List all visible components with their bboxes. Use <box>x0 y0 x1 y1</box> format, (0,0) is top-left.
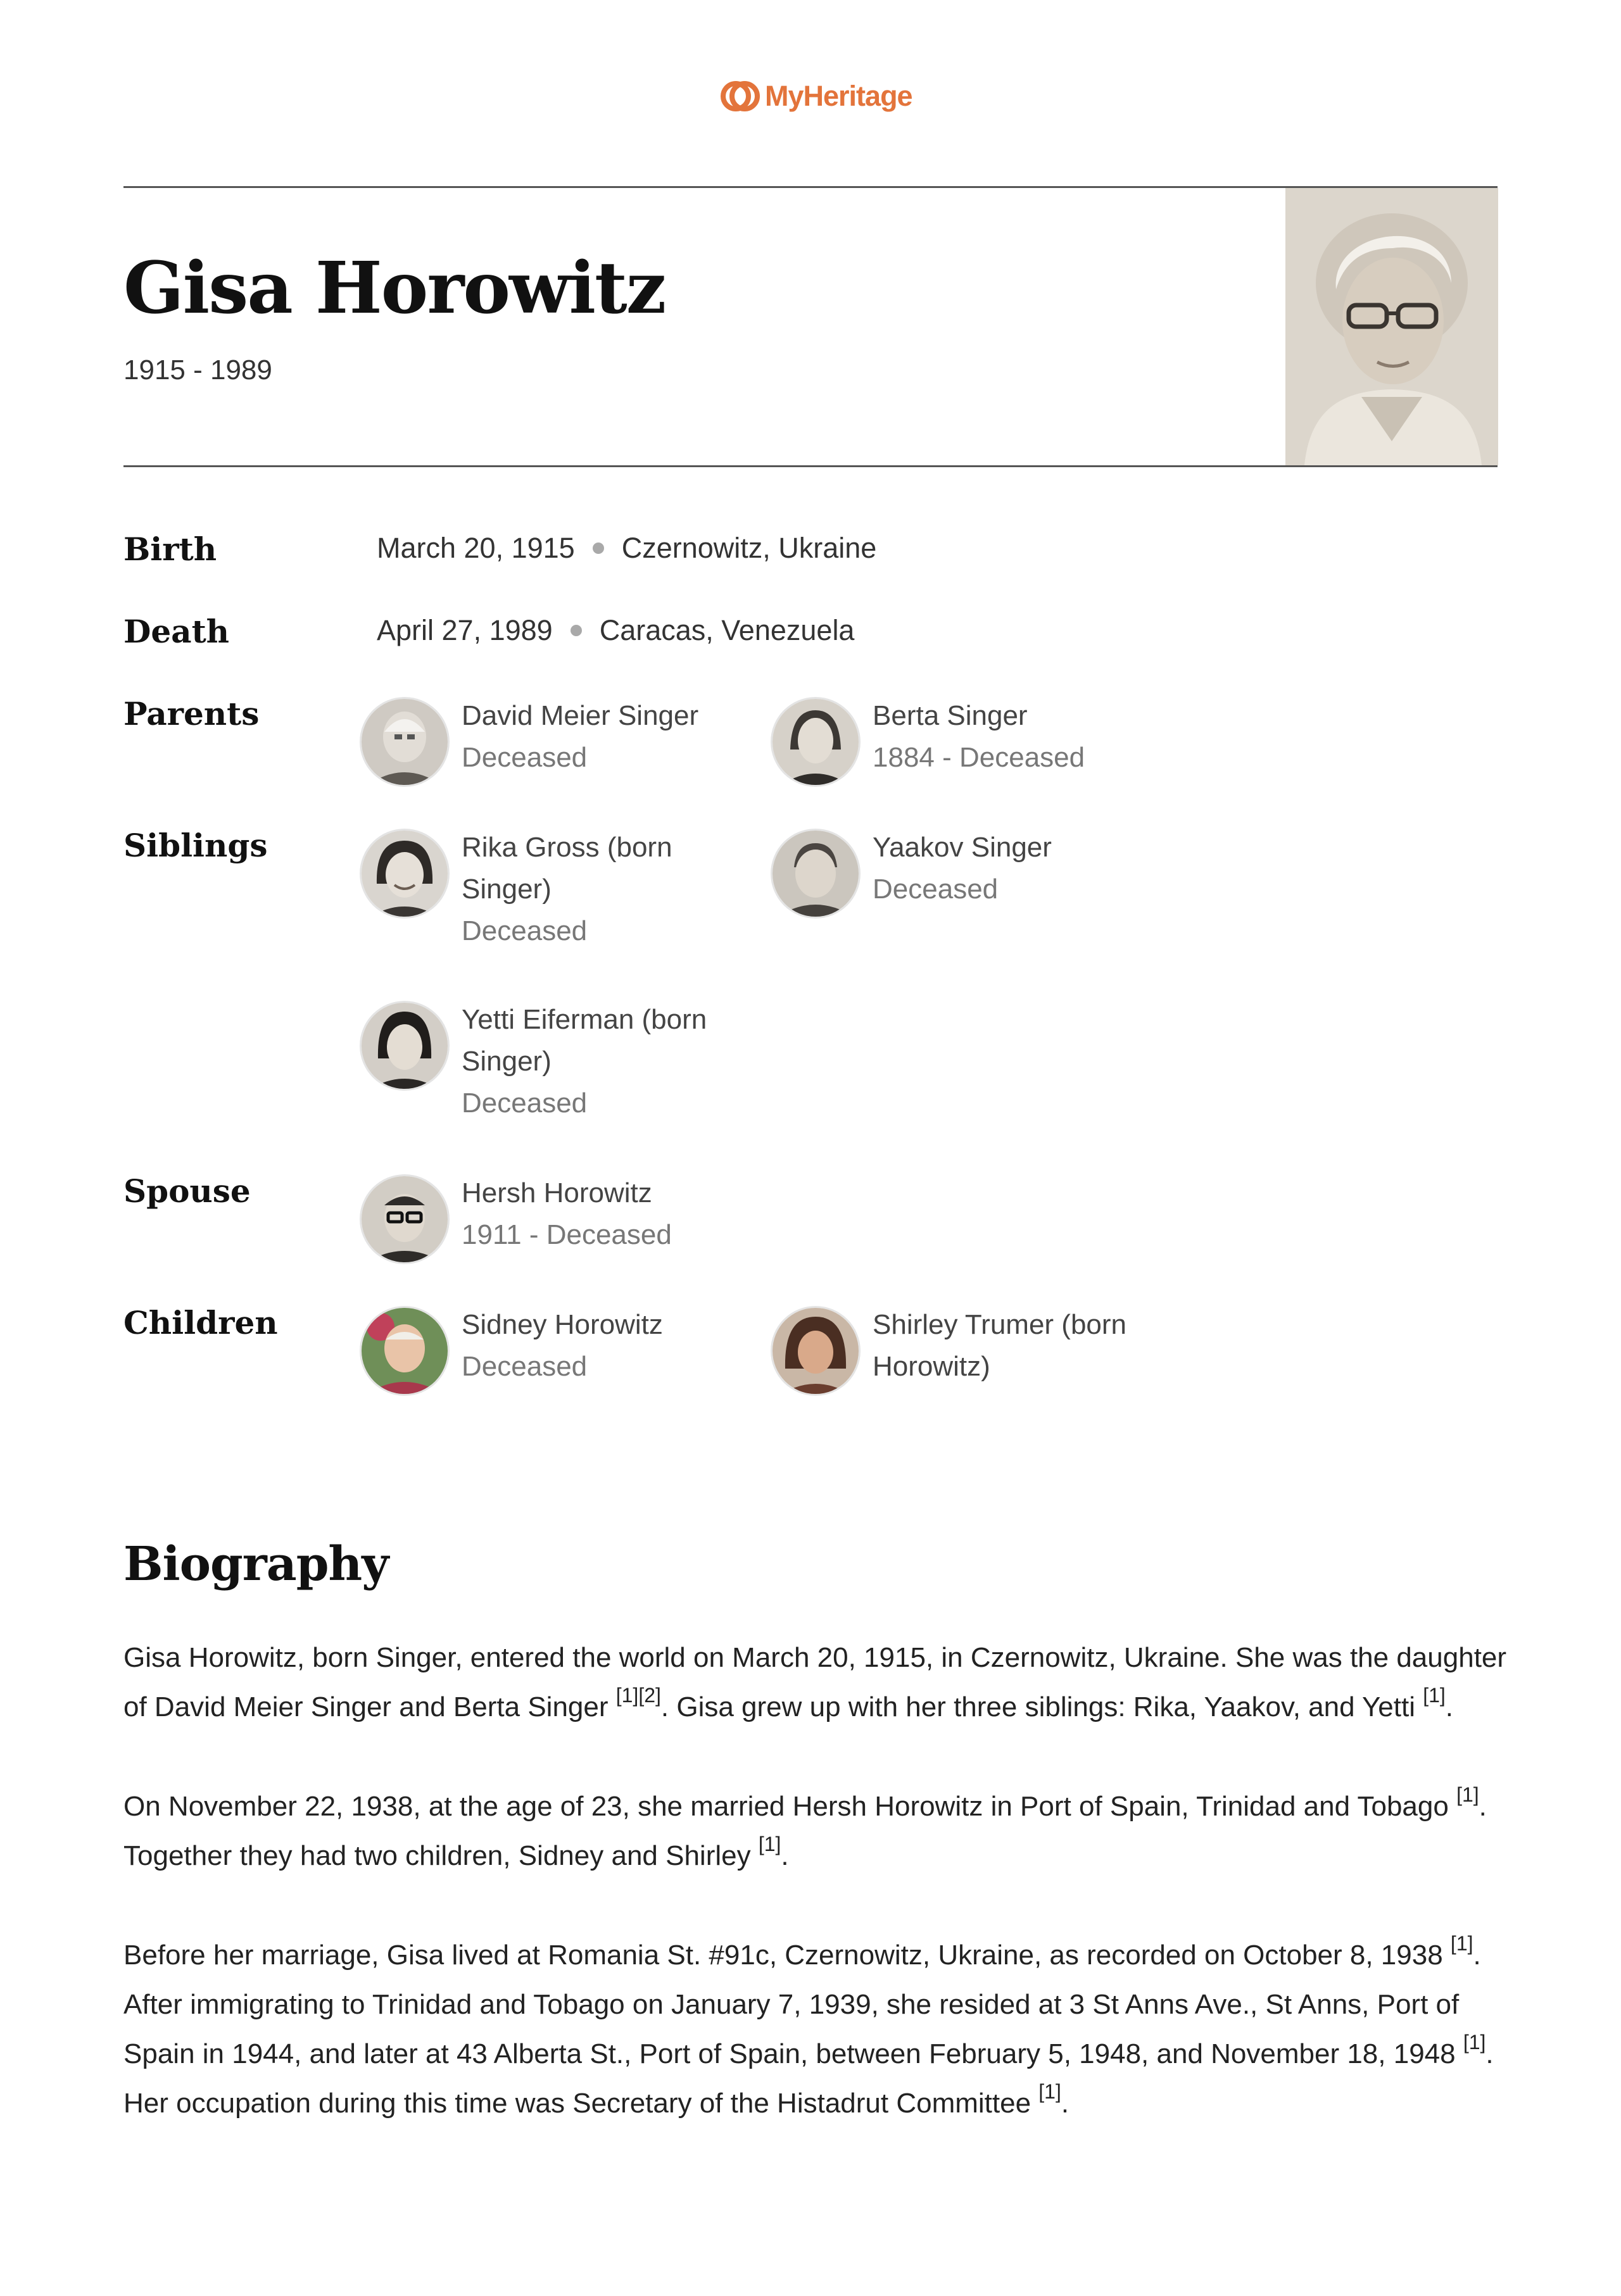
avatar <box>773 1308 859 1394</box>
death-label: Death <box>123 613 230 650</box>
citation-ref[interactable]: [1] <box>1450 1932 1473 1955</box>
citation-ref[interactable]: [1] <box>1038 2080 1061 2104</box>
logo-text: MyHeritage <box>765 80 912 112</box>
biography-paragraph-2 <box>123 1782 1510 1881</box>
citation-ref[interactable]: [1] <box>758 1833 781 1856</box>
avatar <box>362 831 448 917</box>
citation-ref[interactable]: [1] <box>1456 1783 1479 1807</box>
person-portrait <box>1285 188 1498 465</box>
relative-name: Shirley Trumer (born Horowitz) <box>873 1309 1127 1382</box>
death-date: April 27, 1989 <box>377 614 553 646</box>
death-details <box>377 614 854 647</box>
relative-name: Sidney Horowitz <box>462 1309 663 1340</box>
siblings-label: Siblings <box>123 827 268 864</box>
relative-lifespan: Deceased <box>462 1351 588 1382</box>
citation-ref[interactable]: [1][2] <box>615 1684 661 1707</box>
relative-name: Yaakov Singer <box>873 832 1052 863</box>
bio-text: Gisa Horowitz, born Singer, entered the world on March 20, 1915, in Czernowitz, Ukraine. She was the daughter of David Meier Singer and Berta Singer <box>123 1642 1507 1722</box>
citation-ref[interactable]: [1] <box>1463 2031 1486 2054</box>
relative-name: David Meier Singer <box>462 700 699 731</box>
avatar <box>773 831 859 917</box>
relative-rika-gross[interactable] <box>362 827 728 952</box>
bio-text: . Together they had two children, Sidney and Shirley <box>123 1791 1487 1871</box>
header-bottom-divider <box>123 465 1498 467</box>
birth-date: March 20, 1915 <box>377 532 575 564</box>
citation-ref[interactable]: [1] <box>1423 1684 1446 1707</box>
bio-text: On November 22, 1938, at the age of 23, she married Hersh Horowitz in Port of Spain, Trinidad and Tobago <box>123 1791 1457 1822</box>
biography-paragraph-3 <box>123 1931 1510 2128</box>
relative-sidney-horowitz[interactable] <box>362 1304 728 1394</box>
bio-text: . Her occupation during this time was Secretary of the Histadrut Committee <box>123 2038 1494 2119</box>
avatar <box>362 699 448 785</box>
person-life-years: 1915 - 1989 <box>123 354 272 386</box>
relative-lifespan: Deceased <box>462 915 588 946</box>
relative-lifespan: Deceased <box>462 742 588 773</box>
avatar <box>362 1308 448 1394</box>
biography-heading: Biography <box>123 1537 389 1591</box>
relative-hersh-horowitz[interactable] <box>362 1172 728 1262</box>
person-name: Gisa Horowitz <box>123 247 665 330</box>
bio-text: . Gisa grew up with her three siblings: Rika, Yaakov, and Yetti <box>660 1691 1423 1722</box>
bio-text: Before her marriage, Gisa lived at Romania St. #91c, Czernowitz, Ukraine, as recorded on October 8, 1938 <box>123 1940 1451 1971</box>
birth-place: Czernowitz, Ukraine <box>621 532 877 564</box>
myheritage-logo-icon <box>721 80 760 113</box>
bio-text: . <box>1061 2088 1069 2119</box>
children-label: Children <box>123 1304 278 1341</box>
relative-berta-singer[interactable] <box>773 695 1138 785</box>
death-place: Caracas, Venezuela <box>599 614 855 646</box>
bio-text: . <box>781 1840 789 1871</box>
biography-paragraph-1 <box>123 1633 1510 1732</box>
myheritage-logo[interactable] <box>721 80 912 113</box>
bio-text: . After immigrating to Trinidad and Tobago on January 7, 1939, she resided at 3 St Anns Ave., St Anns, Port of Spain in 1944, and later at 43 Alberta St., Port of Spain, between February 5, 1948, and November 18, 1948 <box>123 1940 1481 2069</box>
relative-name: Berta Singer <box>873 700 1028 731</box>
avatar <box>362 1003 448 1089</box>
relative-shirley-trumer[interactable] <box>773 1304 1138 1394</box>
relative-yaakov-singer[interactable] <box>773 827 1138 917</box>
relative-lifespan: 1884 - Deceased <box>873 742 1085 773</box>
relative-name: Rika Gross (born Singer) <box>462 832 672 905</box>
avatar <box>362 1176 448 1262</box>
separator-dot <box>593 543 604 554</box>
bio-text: . <box>1445 1691 1454 1722</box>
avatar <box>773 699 859 785</box>
relative-name: Yetti Eiferman (born Singer) <box>462 1004 707 1077</box>
relative-lifespan: Deceased <box>873 874 999 905</box>
birth-label: Birth <box>123 530 217 568</box>
relative-david-meier-singer[interactable] <box>362 695 728 785</box>
parents-label: Parents <box>123 695 260 732</box>
relative-lifespan: Deceased <box>462 1088 588 1119</box>
birth-details <box>377 532 876 565</box>
relative-name: Hersh Horowitz <box>462 1177 652 1208</box>
spouse-label: Spouse <box>123 1172 251 1210</box>
separator-dot <box>571 625 582 636</box>
relative-lifespan: 1911 - Deceased <box>462 1219 672 1250</box>
relative-yetti-eiferman[interactable] <box>362 999 728 1124</box>
